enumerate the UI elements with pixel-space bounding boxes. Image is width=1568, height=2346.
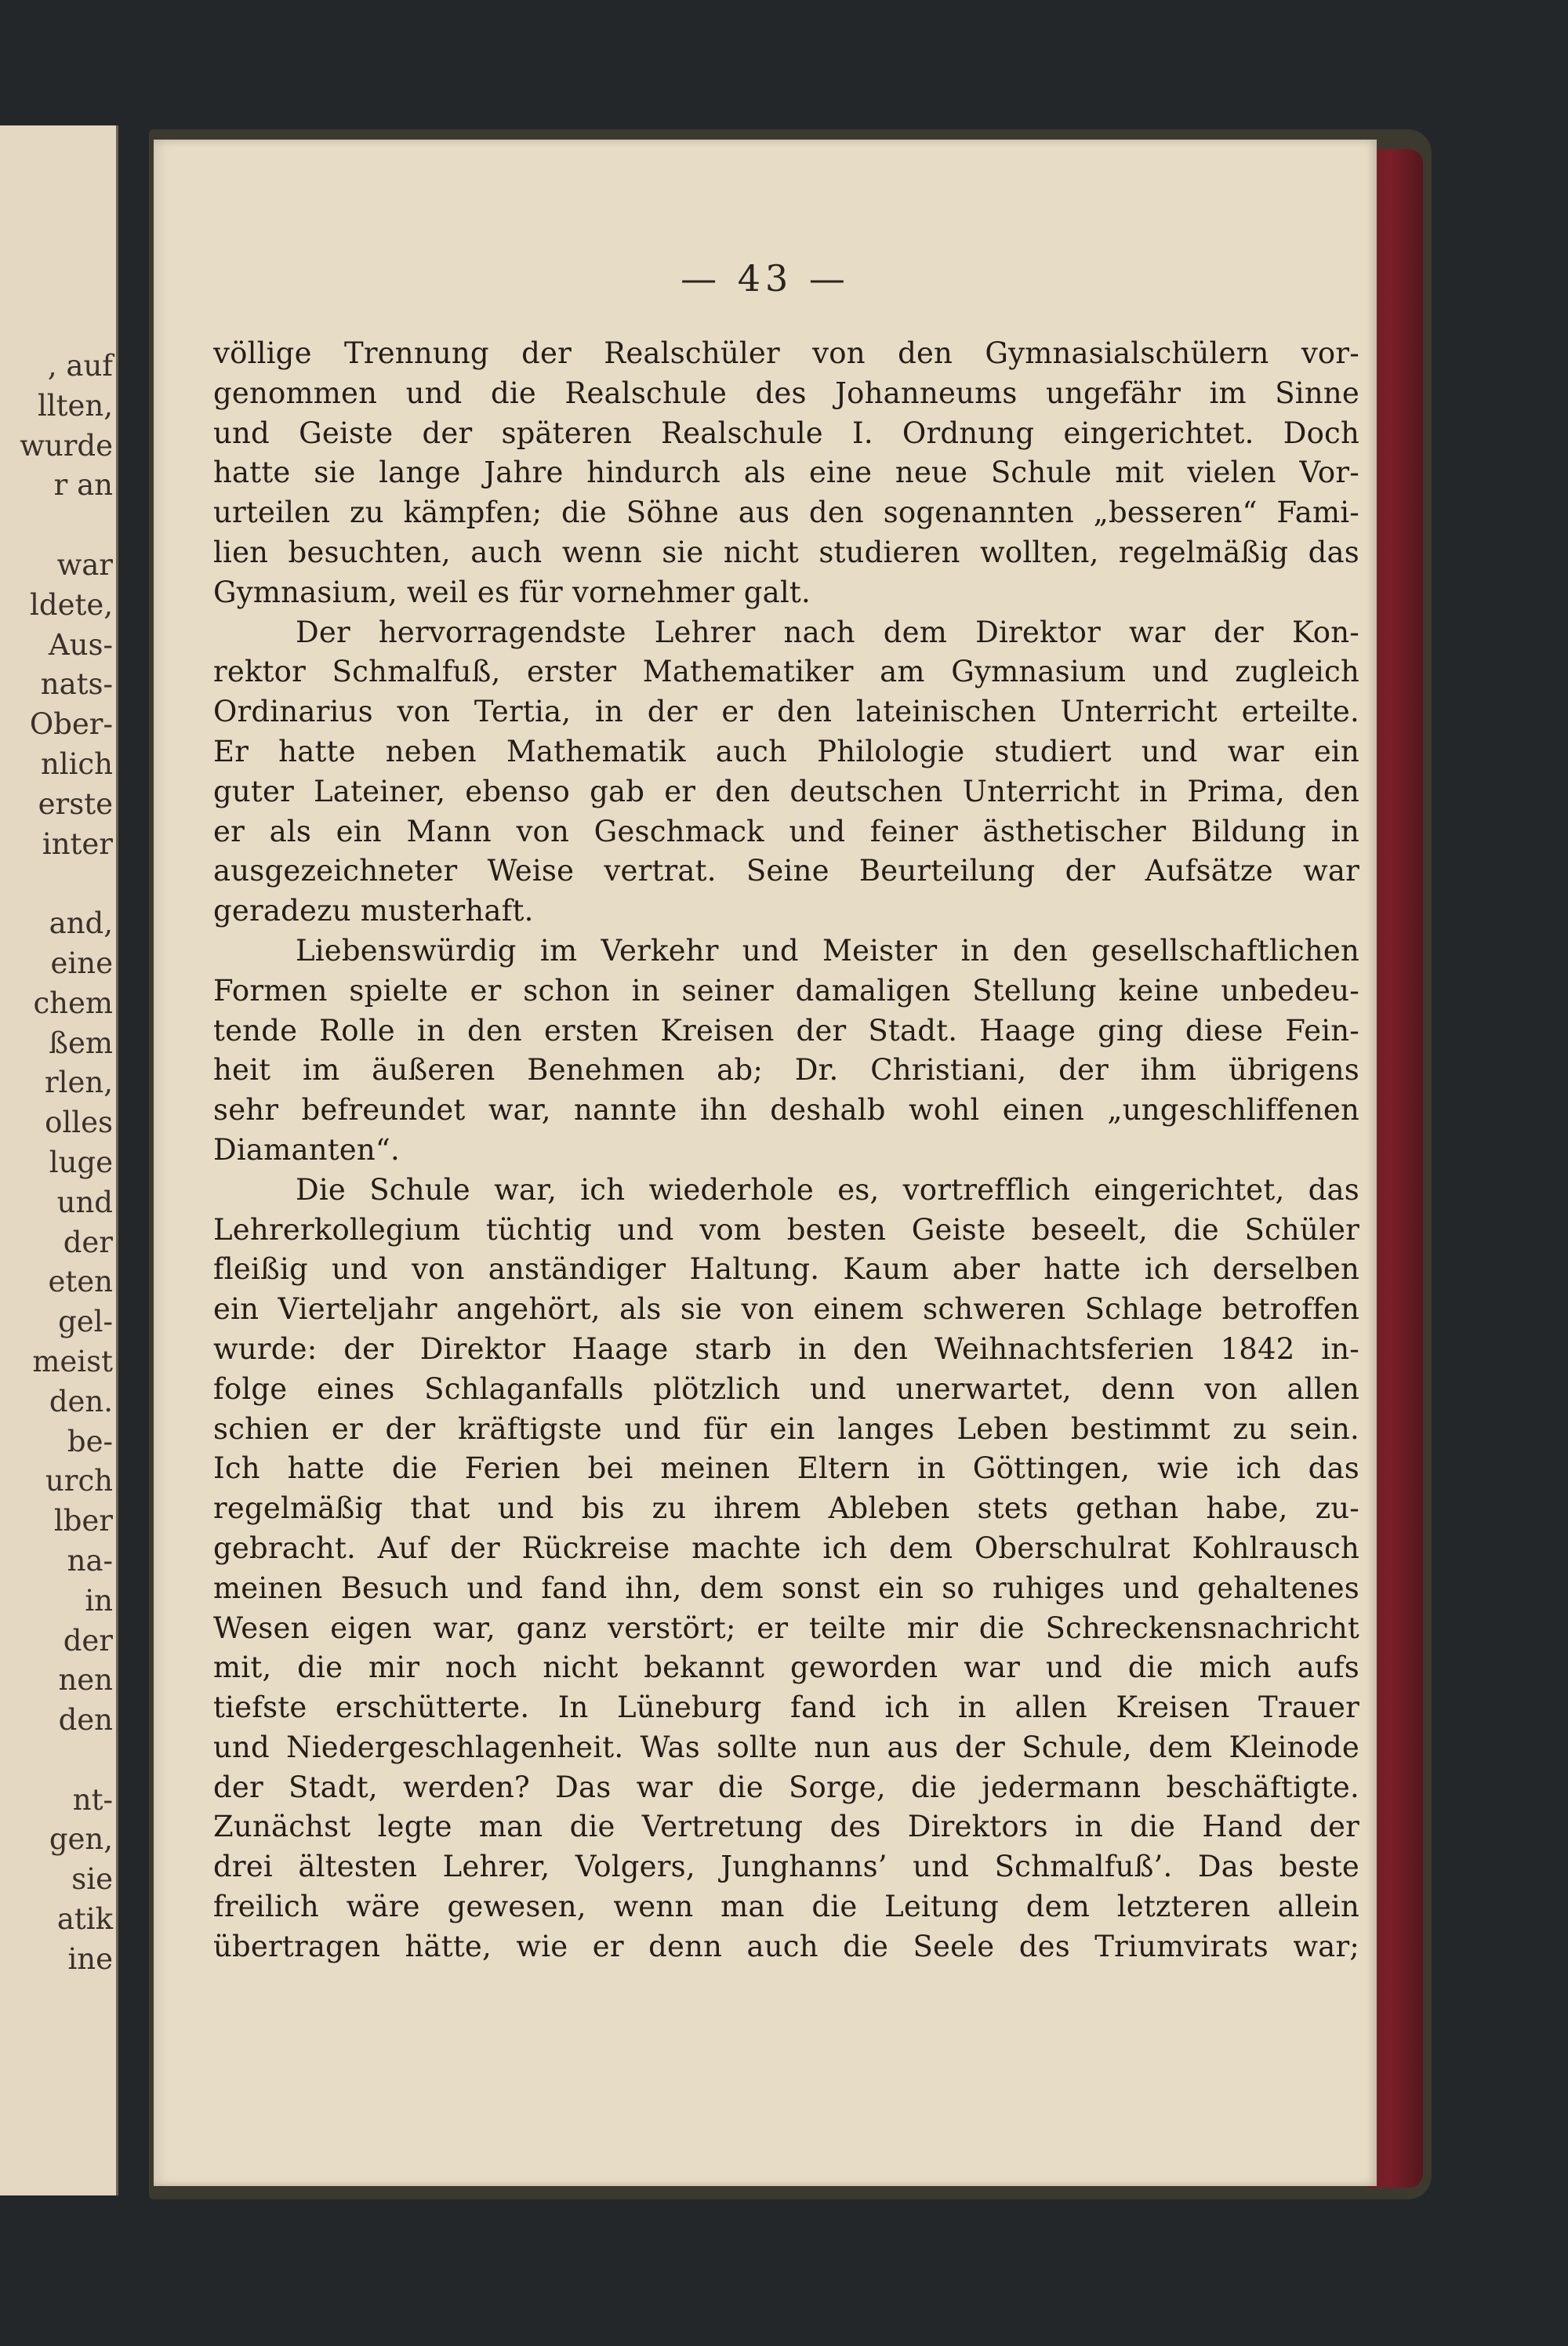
text-line: ein Vierteljahr angehört, als sie von einem schweren Schlage betroffen [213, 1292, 1359, 1327]
left-page-fragment: chem [33, 986, 113, 1020]
left-page-fragment: nlich [40, 746, 113, 781]
text-line: folge eines Schlaganfalls plötzlich und unerwartet, denn von allen [213, 1371, 1359, 1406]
text-line: Gymnasium, weil es für vornehmer galt. [213, 575, 811, 609]
text-line: er als ein Mann von Geschmack und feiner ästhetischer Bildung in [213, 814, 1359, 848]
text-line: freilich wäre gewesen, wenn man die Leitung dem letzteren allein [213, 1890, 1359, 1924]
left-page-fragment: be- [67, 1424, 113, 1458]
text-line: rektor Schmalfuß, erster Mathematiker am Gymnasium und zugleich [213, 655, 1359, 689]
left-page-fragment: der [63, 1225, 113, 1259]
left-page-fragment: llten, [37, 388, 113, 423]
text-line: Ich hatte die Ferien bei meinen Eltern in Göttingen, wie ich das [213, 1451, 1359, 1486]
text-line: und Geiste der späteren Realschule I. Ordnung eingerichtet. Doch [213, 416, 1359, 450]
left-page-fragment: na- [67, 1543, 113, 1578]
text-line: heit im äußeren Benehmen ab; Dr. Christiani, der ihm übrigens [213, 1053, 1359, 1088]
left-page-fragment: Aus- [48, 627, 113, 662]
left-page-fragment: erste [38, 786, 113, 821]
text-line: wurde: der Direktor Haage starb in den Weihnachtsferien 1842 in- [213, 1331, 1359, 1366]
text-line: regelmäßig that und bis zu ihrem Ableben stets gethan habe, zu- [213, 1491, 1359, 1526]
page-number: — 43 — [681, 257, 850, 300]
text-line: Diamanten“. [213, 1132, 401, 1167]
text-line: Lehrerkollegium tüchtig und vom besten Geiste beseelt, die Schüler [213, 1212, 1359, 1247]
left-page-fragment: lber [53, 1504, 113, 1538]
text-line: Zunächst legte man die Vertretung des Direktors in die Hand der [213, 1810, 1359, 1844]
left-page-fragment: ldete, [30, 587, 113, 622]
left-page-fragment: inter [42, 826, 113, 861]
text-line: Wesen eigen war, ganz verstört; er teilte mir die Schreckensnachricht [213, 1611, 1359, 1645]
left-page-fragment: r an [53, 468, 113, 503]
text-line: genommen und die Realschule des Johanneums ungefähr im Sinne [213, 376, 1359, 410]
text-line: tiefste erschütterte. In Lüneburg fand ich in allen Kreisen Trauer [213, 1690, 1359, 1725]
left-page-fragment: in [85, 1583, 113, 1618]
left-page-fragment: nats- [40, 667, 113, 702]
left-page-fragment: ine [67, 1941, 113, 1976]
left-page-fragment: urch [45, 1464, 113, 1498]
text-line: Ordinarius von Tertia, in der er den lateinischen Unterricht erteilte. [213, 695, 1359, 729]
text-line: fleißig und von anständiger Haltung. Kaum aber hatte ich derselben [213, 1252, 1359, 1287]
left-page-fragment: atik [56, 1902, 113, 1937]
text-line: guter Lateiner, ebenso gab er den deutschen Unterricht in Prima, den [213, 774, 1359, 808]
left-page-fragment: und [56, 1185, 113, 1219]
text-line: und Niedergeschlagenheit. Was sollte nun aus der Schule, dem Kleinode [213, 1730, 1359, 1764]
text-line: Formen spielte er schon in seiner damaligen Stellung keine unbedeu- [213, 973, 1359, 1008]
left-page-fragment: gen, [49, 1822, 113, 1857]
text-line: sehr befreundet war, nannte ihn deshalb wohl einen „ungeschliffenen [213, 1093, 1359, 1128]
left-page-fragment: rlen, [44, 1066, 113, 1100]
text-line: gebracht. Auf der Rückreise machte ich dem Oberschulrat Kohlrausch [213, 1531, 1359, 1565]
text-line: mit, die mir noch nicht bekannt geworden war und die mich aufs [213, 1651, 1359, 1685]
left-page-fragment: eten [48, 1265, 113, 1299]
text-line: der Stadt, werden? Das war die Sorge, die jedermann beschäftigte. [213, 1770, 1359, 1804]
left-page-fragment: den. [49, 1384, 113, 1418]
left-page-fragment: war [56, 547, 113, 582]
left-page-edge [0, 125, 118, 2195]
text-line: übertragen hätte, wie er denn auch die Seele des Triumvirats war; [213, 1929, 1359, 1963]
text-line: hatte sie lange Jahre hindurch als eine neue Schule mit vielen Vor- [213, 456, 1359, 490]
text-line: urteilen zu kämpfen; die Söhne aus den sogenannten „besseren“ Fami- [213, 496, 1359, 530]
text-line: tende Rolle in den ersten Kreisen der Stadt. Haage ging diese Fein- [213, 1013, 1359, 1048]
left-page-fragment: den [58, 1703, 113, 1738]
page-body-text [213, 334, 1359, 1967]
left-page-fragment: gel- [58, 1305, 113, 1339]
text-line: Die Schule war, ich wiederhole es, vortrefflich eingerichtet, das [296, 1172, 1359, 1207]
text-line: Er hatte neben Mathematik auch Philologie studiert und war ein [213, 734, 1359, 768]
text-line: geradezu musterhaft. [213, 894, 534, 928]
left-page-fragment: , auf [47, 349, 113, 383]
left-page-fragment: meist [32, 1344, 113, 1378]
left-page-fragment [20, 1741, 113, 1781]
left-page-fragment: sie [71, 1862, 113, 1897]
text-line: drei ältesten Lehrer, Volgers, Junghanns’ und Schmalfuß’. Das beste [213, 1850, 1359, 1884]
left-page-fragment: wurde [20, 428, 113, 463]
left-page-fragment: nen [58, 1663, 113, 1698]
left-page-fragment: eine [50, 946, 113, 980]
text-line: schien er der kräftigste und für ein langes Leben bestimmt zu sein. [213, 1411, 1359, 1446]
text-line: meinen Besuch und fand ihn, dem sonst ein so ruhiges und gehaltenes [213, 1571, 1359, 1605]
left-page-fragment: nt- [72, 1782, 113, 1817]
left-page-fragment [20, 864, 113, 904]
left-page-text-fragments [20, 347, 113, 1980]
text-line: ausgezeichneter Weise vertrat. Seine Beurteilung der Aufsätze war [213, 854, 1359, 888]
left-page-fragment: luge [49, 1145, 113, 1179]
text-line: Liebenswürdig im Verkehr und Meister in den gesellschaftlichen [296, 933, 1359, 968]
text-line: völlige Trennung der Realschüler von den Gymnasialschülern vor- [213, 336, 1359, 370]
left-page-fragment: olles [45, 1106, 113, 1140]
text-line: lien besuchten, auch wenn sie nicht studieren wollten, regelmäßig das [213, 535, 1359, 569]
book-page [154, 140, 1377, 2186]
left-page-fragment: and, [49, 906, 113, 941]
left-page-fragment [20, 506, 113, 546]
left-page-fragment: der [63, 1623, 113, 1658]
left-page-fragment: ßem [49, 1026, 113, 1060]
text-line: Der hervorragendste Lehrer nach dem Direktor war der Kon- [296, 615, 1359, 649]
left-page-fragment: Ober- [29, 707, 113, 742]
